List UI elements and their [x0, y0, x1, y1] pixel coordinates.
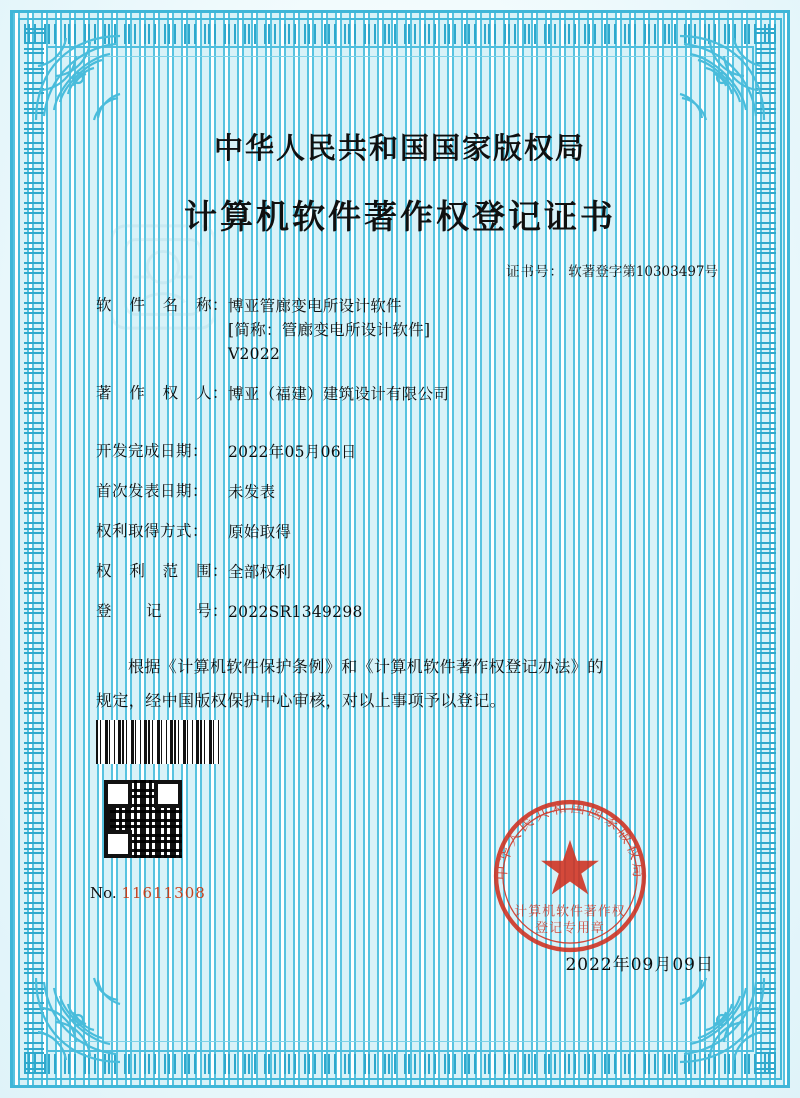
fields-block: [70, 294, 730, 624]
copyright-owner-line-1: 博亚（福建）建筑设计有限公司: [228, 385, 450, 404]
svg-text:中华人民共和国国家版权局: 中华人民共和国国家版权局: [492, 798, 648, 881]
greek-key-band-right: [756, 24, 776, 1074]
field-row-first-publish-date: [96, 480, 730, 504]
software-name-line-3: V2022: [228, 345, 281, 364]
field-row-copyright-owner: [96, 382, 730, 406]
field-value-acquisition-method: 原始取得: [228, 523, 292, 542]
certificate-title: 计算机软件著作权登记证书: [184, 197, 616, 236]
issue-date: 2022年09月09日: [565, 955, 714, 975]
field-value-copyright-owner: [228, 382, 449, 406]
codes-block: [90, 720, 320, 902]
greek-key-band-bottom: [24, 1054, 776, 1074]
field-label-dev-complete-date: 开发完成日期：: [96, 442, 209, 461]
greek-key-band-top: [24, 24, 776, 44]
field-row-registration-no: [96, 600, 730, 624]
field-label-acquisition-method: 权利取得方式：: [96, 522, 209, 541]
certificate-number-row: [70, 260, 730, 280]
field-value-rights-scope: 全部权利: [228, 563, 292, 582]
field-label-registration-no: 登 记 号：: [96, 602, 228, 621]
certificate-number-label: 证书号：: [505, 264, 564, 280]
field-label-rights-scope: 权 利 范 围：: [96, 562, 228, 581]
svg-text:登记专用章: 登记专用章: [535, 920, 605, 936]
field-label-software-name: 软 件 名 称：: [96, 296, 228, 314]
qr-finder-bottom-left: [104, 830, 132, 858]
official-seal: [484, 790, 656, 962]
field-row-acquisition-method: [96, 520, 730, 544]
issuer-title: 中华人民共和国国家版权局: [213, 131, 586, 165]
software-name-line-2: [简称：管廊变电所设计软件]: [228, 321, 431, 340]
field-row-software-name: [96, 294, 730, 366]
field-row-dev-complete-date: [96, 440, 730, 464]
svg-text:计算机软件著作权: 计算机软件著作权: [514, 904, 626, 920]
serial-number-value: 11611308: [121, 884, 206, 902]
field-label-first-publish-date: 首次发表日期：: [96, 482, 209, 501]
field-value-software-name: [228, 294, 430, 366]
field-row-rights-scope: [96, 560, 730, 584]
serial-number-label: No.: [90, 884, 117, 902]
software-name-line-1: 博亚管廊变电所设计软件: [228, 297, 402, 315]
statement-block: [70, 650, 730, 717]
certificate-number-value: 软著登字第10303497号: [568, 264, 718, 280]
statement-line-2: 规定，经中国版权保护中心审核，对以上事项予以登记。: [96, 690, 507, 710]
field-value-first-publish-date: 未发表: [228, 483, 276, 502]
field-value-dev-complete-date: 2022年05月06日: [228, 443, 357, 462]
greek-key-band-left: [24, 24, 44, 1074]
serial-number-row: [90, 884, 320, 902]
qr-code-image: [104, 780, 182, 858]
statement-line-1: 根据《计算机软件保护条例》和《计算机软件著作权登记办法》的: [128, 657, 604, 677]
field-label-copyright-owner: 著 作 权 人：: [96, 384, 228, 403]
field-value-registration-no: 2022SR1349298: [228, 603, 363, 622]
barcode-image: [96, 720, 220, 764]
field-spacer: [96, 422, 730, 440]
